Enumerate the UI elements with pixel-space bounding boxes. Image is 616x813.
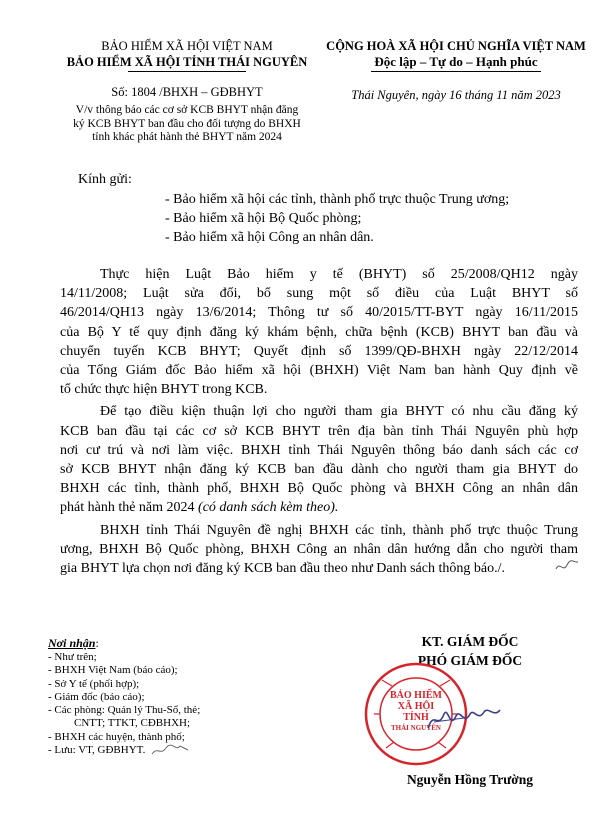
parent-org: BẢO HIỂM XÃ HỘI VIỆT NAM <box>101 39 273 53</box>
document-subject: V/v thông báo các cơ sở KCB BHYT nhận đăng ký KCB BHYT ban đầu cho đối tượng do BHXH tỉnh khác phát hành thẻ BHYT năm 2024 <box>73 104 301 143</box>
issuing-org: BẢO HIỂM XÃ HỘI TỈNH THÁI NGUYÊN <box>66 55 308 69</box>
paragraph-2: Để tạo điều kiện thuận lợi cho người tham gia BHYT có nhu cầu đăng ký KCB ban đầu tại các cơ sở KCB BHYT trên địa bàn tỉnh Thái Nguyên phù hợp nơi cư trú và nơi làm việc. BHXH tỉnh Thái Nguyên thông báo danh sách các cơ sở KCB BHYT nhận đăng ký KCB ban đầu dành cho người tham gia BHYT do BHXH các tỉnh, thành phố, BHXH Bộ Quốc phòng và BHXH Công an nhân dân phát hành thẻ năm 2024 (có danh sách kèm theo). <box>60 404 578 516</box>
distribution-item: - BHXH các huyện, thành phố; <box>48 730 185 743</box>
distribution-item: - Các phòng: Quản lý Thu-Sổ, thẻ; <box>48 704 201 717</box>
recipient-list <box>165 190 509 247</box>
distribution-item: - Như trên; <box>48 651 97 663</box>
recipient-item: - Bảo hiểm xã hội Công an nhân dân. <box>165 230 374 245</box>
distribution-item: - BHXH Việt Nam (báo cáo); <box>48 664 178 677</box>
org-header <box>60 38 314 72</box>
signer-name: Nguyễn Hồng Trường <box>406 772 534 787</box>
signature-title: KT. GIÁM ĐỐC PHÓ GIÁM ĐỐC <box>417 634 523 668</box>
distribution-item: CNTT; TTKT, CĐBHXH; <box>74 717 191 730</box>
distribution-list: Nơi nhận: - Như trên; - BHXH Việt Nam (báo cáo); - Sở Y tế (phối hợp); - Giám đốc (báo cáo); - Các phòng: Quản lý Thu-Sổ, thẻ; CNTT; TTKT, CĐBHXH; - BHXH các huyện, thành phố; - Lưu: VT, GĐBHYT. <box>48 636 298 757</box>
initials-scribble-icon <box>554 557 580 575</box>
org-underline <box>128 71 246 72</box>
document-number: Số: 1804 /BHXH – GĐBHYT <box>111 85 263 99</box>
recipient-item: - Bảo hiểm xã hội Bộ Quốc phòng; <box>165 211 362 226</box>
body-text <box>60 265 578 578</box>
issue-date: Thái Nguyên, ngày 16 tháng 11 năm 2023 <box>351 88 561 102</box>
paragraph-1: Thực hiện Luật Bảo hiểm y tế (BHYT) số 25/2008/QH12 ngày 14/11/2008; Luật sửa đổi, bổ sung một số điều của Luật BHYT số 46/2014/QH13 ngày 13/6/2014; Thông tư số 40/2015/TT-BYT ngày 16/11/2015 của Bộ Y tế quy định đăng ký khám bệnh, chữa bệnh (KCB) BHYT ban đầu và chuyển tuyến KCB BHYT; Quyết định số 1399/QĐ-BHXH ngày 22/12/2014 của Tổng Giám đốc Bảo hiểm xã hội (BHXH) Việt Nam ban hành Quy định về tổ chức thực hiện BHYT trong KCB. <box>60 267 578 398</box>
country-name: CỘNG HOÀ XÃ HỘI CHỦ NGHĨA VIỆT NAM <box>326 39 586 53</box>
attachment-note: (có danh sách kèm theo). <box>198 500 339 516</box>
signature-icon <box>424 700 504 740</box>
official-seal-icon: BẢO HIỂM XÃ HỘI TỈNH THÁI NGUYÊN <box>362 660 470 768</box>
distribution-item: - Sở Y tế (phối hợp); <box>48 677 140 690</box>
recipients-label: Kính gửi: <box>78 172 132 187</box>
initials-scribble-icon <box>150 740 190 758</box>
distribution-item: - Giám đốc (báo cáo); <box>48 690 145 703</box>
paragraph-3: BHXH tỉnh Thái Nguyên đề nghị BHXH các tỉnh, thành phố trực thuộc Trung ương, BHXH Bộ Quốc phòng, BHXH Công an nhân dân hướng dẫn cho người tham gia BHYT lựa chọn nơi đăng ký KCB ban đầu theo như Danh sách thông báo./. <box>60 522 578 577</box>
distribution-item: - Lưu: VT, GĐBHYT. <box>48 744 298 757</box>
distribution-label: Nơi nhận <box>48 636 96 650</box>
motto-underline <box>371 71 541 72</box>
recipient-item: - Bảo hiểm xã hội các tỉnh, thành phố trực thuộc Trung ương; <box>165 192 510 207</box>
national-motto: Độc lập – Tự do – Hạnh phúc <box>374 54 538 69</box>
